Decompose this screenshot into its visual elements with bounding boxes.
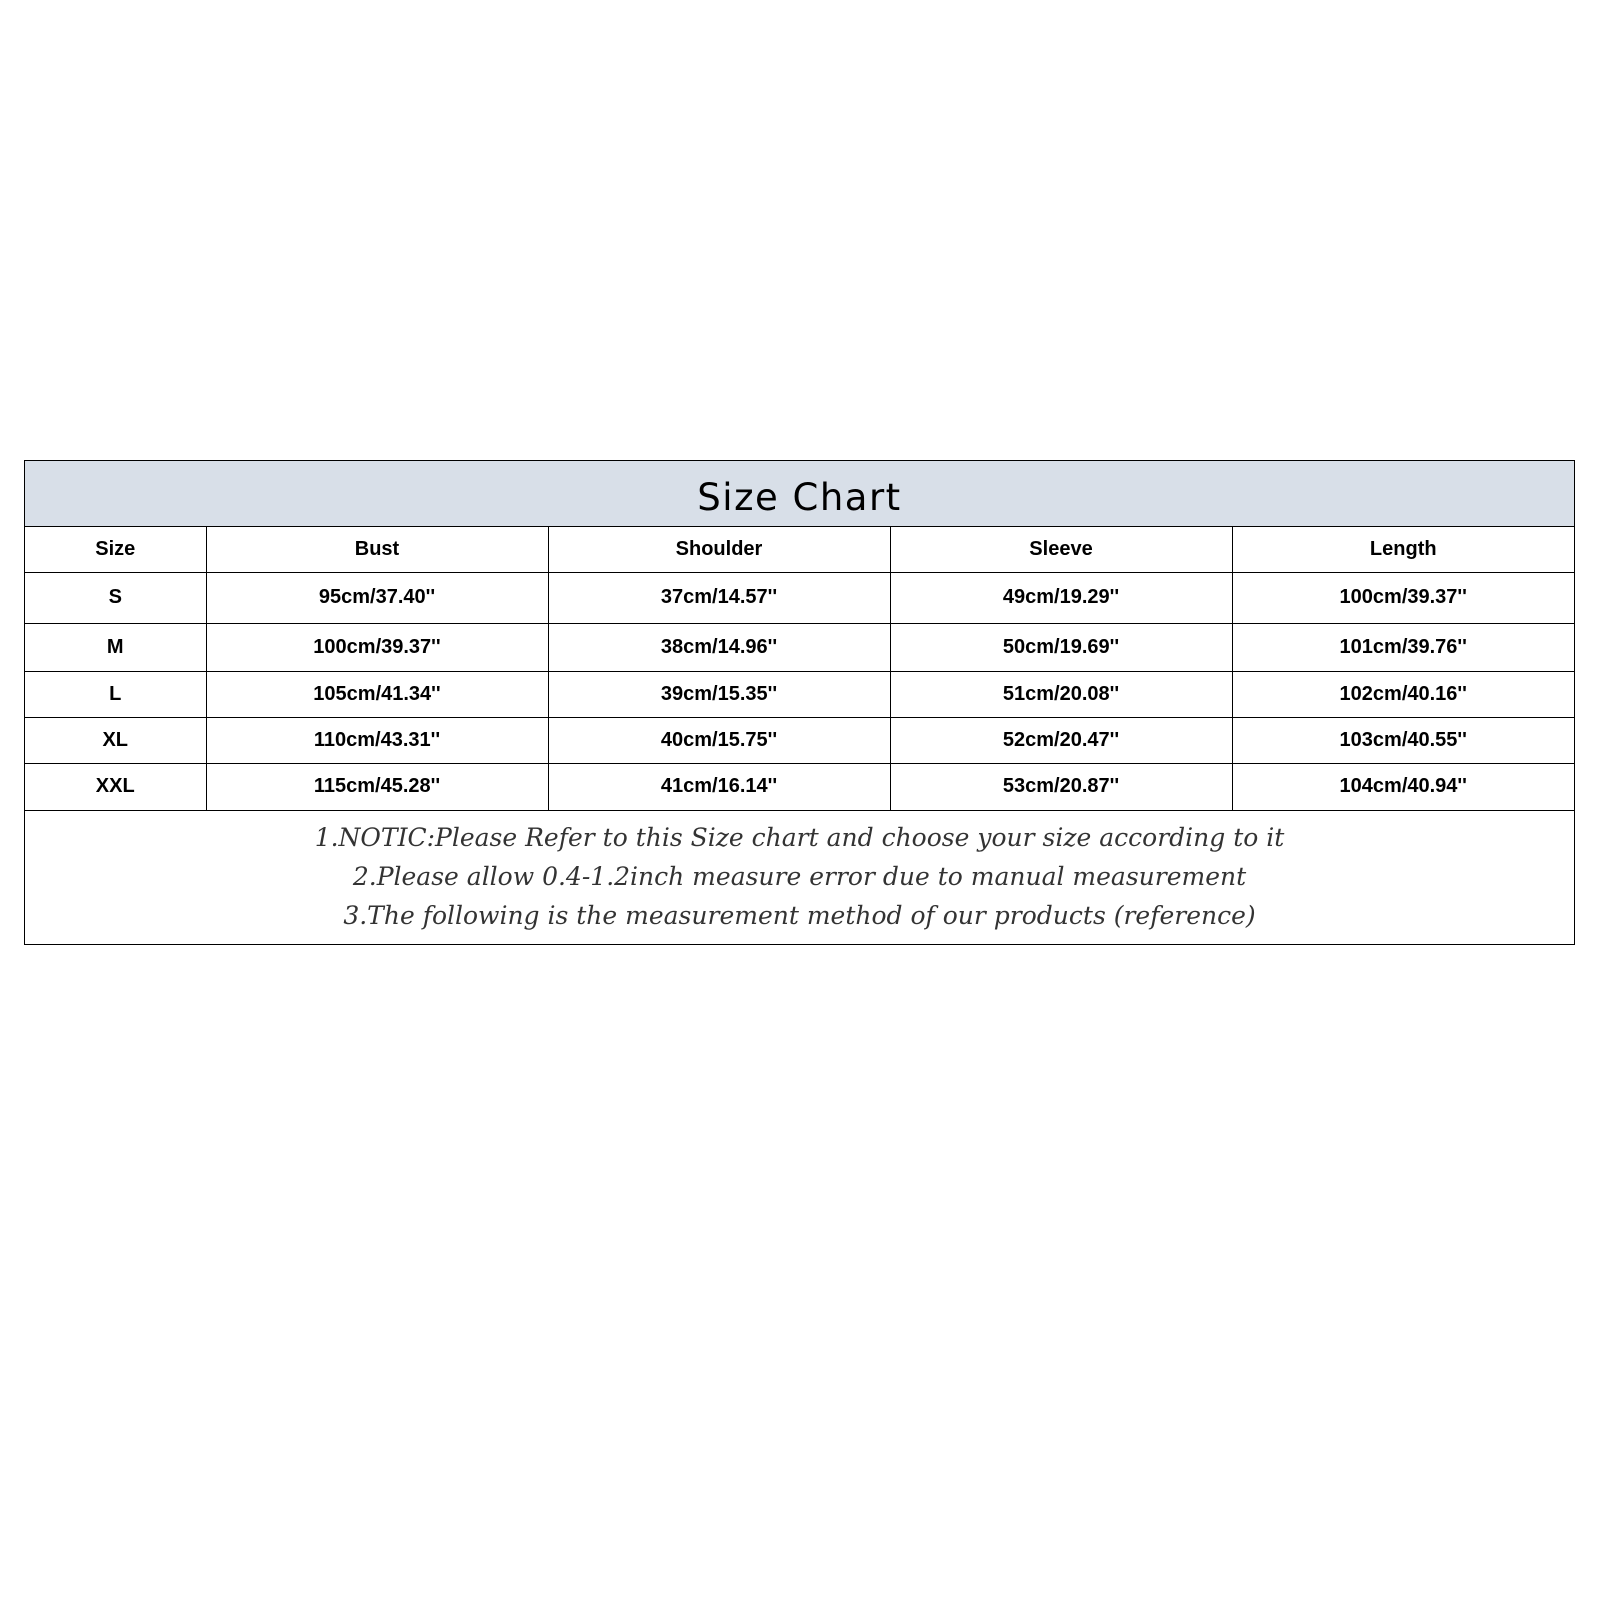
cell-size: XL bbox=[25, 717, 206, 763]
cell-bust: 100cm/39.37'' bbox=[206, 623, 548, 671]
cell-shoulder: 41cm/16.14'' bbox=[548, 763, 890, 810]
cell-length: 103cm/40.55'' bbox=[1232, 717, 1574, 763]
header-shoulder: Shoulder bbox=[548, 527, 890, 572]
cell-shoulder: 39cm/15.35'' bbox=[548, 671, 890, 717]
cell-size: S bbox=[25, 572, 206, 623]
header-length: Length bbox=[1232, 527, 1574, 572]
header-sleeve: Sleeve bbox=[890, 527, 1232, 572]
cell-length: 102cm/40.16'' bbox=[1232, 671, 1574, 717]
cell-bust: 95cm/37.40'' bbox=[206, 572, 548, 623]
table-header-row bbox=[25, 527, 1574, 572]
table-row bbox=[25, 572, 1574, 623]
cell-size: XXL bbox=[25, 763, 206, 810]
notes-section bbox=[25, 810, 1574, 943]
cell-bust: 110cm/43.31'' bbox=[206, 717, 548, 763]
cell-sleeve: 52cm/20.47'' bbox=[890, 717, 1232, 763]
cell-length: 100cm/39.37'' bbox=[1232, 572, 1574, 623]
cell-sleeve: 53cm/20.87'' bbox=[890, 763, 1232, 810]
cell-bust: 115cm/45.28'' bbox=[206, 763, 548, 810]
cell-bust: 105cm/41.34'' bbox=[206, 671, 548, 717]
cell-sleeve: 49cm/19.29'' bbox=[890, 572, 1232, 623]
table-row bbox=[25, 623, 1574, 671]
cell-shoulder: 38cm/14.96'' bbox=[548, 623, 890, 671]
header-bust: Bust bbox=[206, 527, 548, 572]
cell-sleeve: 50cm/19.69'' bbox=[890, 623, 1232, 671]
note-line: 2.Please allow 0.4-1.2inch measure error due to manual measurement bbox=[352, 862, 1247, 891]
cell-shoulder: 40cm/15.75'' bbox=[548, 717, 890, 763]
table-row bbox=[25, 717, 1574, 763]
cell-sleeve: 51cm/20.08'' bbox=[890, 671, 1232, 717]
table-row bbox=[25, 763, 1574, 810]
size-table bbox=[25, 527, 1574, 811]
cell-size: L bbox=[25, 671, 206, 717]
cell-size: M bbox=[25, 623, 206, 671]
cell-length: 101cm/39.76'' bbox=[1232, 623, 1574, 671]
cell-shoulder: 37cm/14.57'' bbox=[548, 572, 890, 623]
size-chart bbox=[24, 460, 1575, 945]
cell-length: 104cm/40.94'' bbox=[1232, 763, 1574, 810]
header-size: Size bbox=[25, 527, 206, 572]
note-line: 3.The following is the measurement method of our products (reference) bbox=[343, 901, 1256, 930]
chart-title: Size Chart bbox=[25, 461, 1574, 527]
note-line: 1.NOTIC:Please Refer to this Size chart and choose your size according to it bbox=[314, 823, 1285, 852]
table-row bbox=[25, 671, 1574, 717]
